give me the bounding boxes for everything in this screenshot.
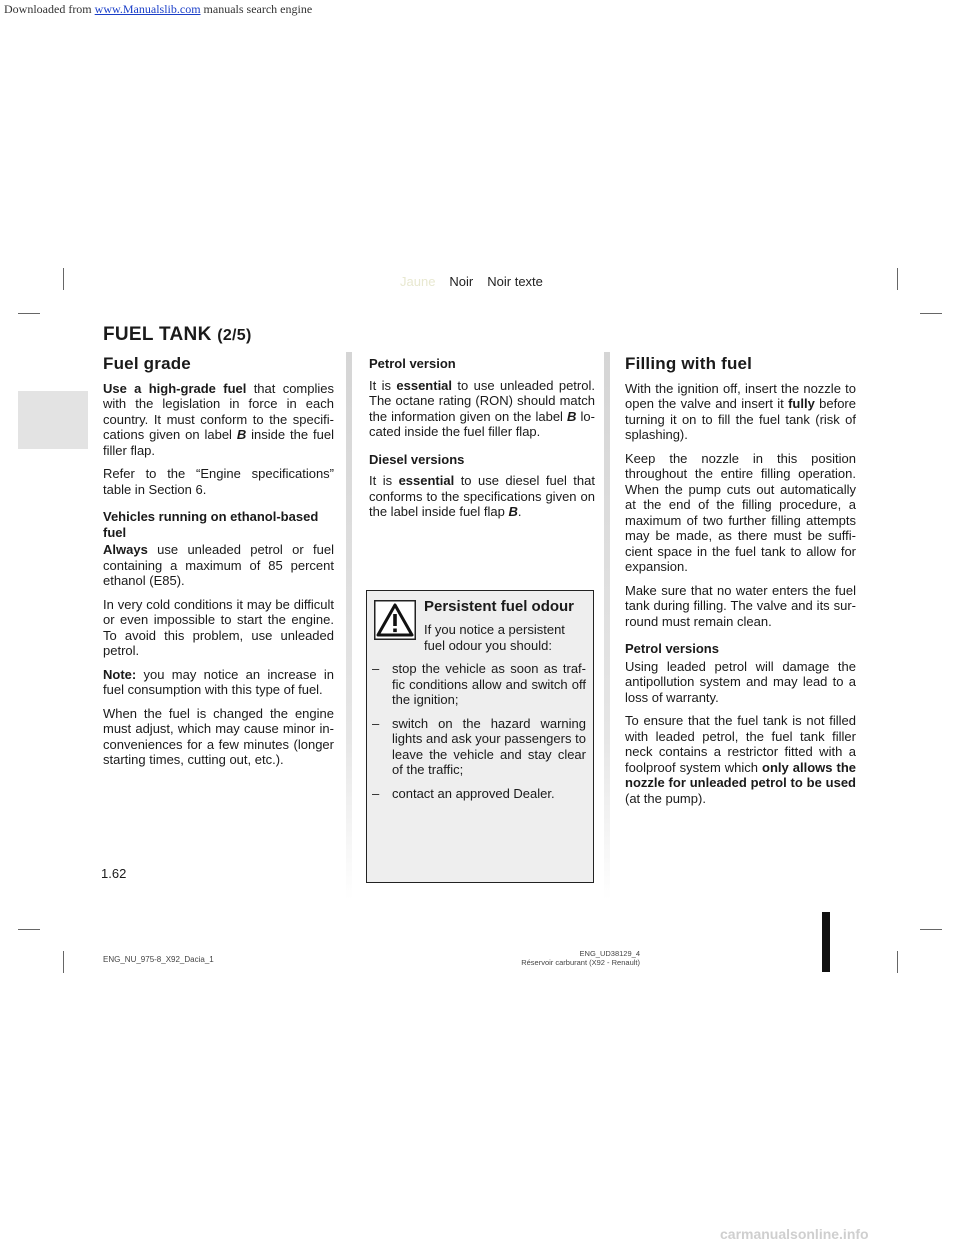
petrol-versions-heading: Petrol versions [625, 641, 719, 656]
watermark: carmanualsonline.info [720, 1226, 869, 1242]
title-sub: (2/5) [217, 327, 252, 344]
note-paragraph: Note: you may notice an increase in fuel consumption with this type of fuel. [103, 666, 334, 697]
column-filling [625, 356, 856, 814]
title-main: FUEL TANK [103, 324, 212, 345]
list-item: – stop the vehicle as soon as traf-fic conditions allow and switch off the ignition; [372, 661, 586, 707]
manualslib-link[interactable]: www.Manualslib.com [94, 2, 201, 16]
color-registration [400, 274, 557, 289]
page-title [103, 324, 252, 346]
crop-mark [63, 951, 64, 973]
footer-left-code: ENG_NU_975-8_X92_Dacia_1 [103, 955, 214, 964]
reg-noir-texte: Noir texte [487, 274, 543, 289]
diesel-version-paragraph: It is essential to use diesel fuel that conforms to the specifications given on the label inside fuel flap B. [369, 473, 595, 519]
crop-mark [920, 929, 942, 930]
list-item: – switch on the hazard warning lights and ask your passengers to leave the vehicle and stay clear of the traffic; [372, 715, 586, 777]
warning-title: Persistent fuel odour [424, 598, 575, 615]
banner-prefix: Downloaded from [4, 2, 95, 16]
crop-mark [897, 951, 898, 973]
restrictor-paragraph: To ensure that the fuel tank is not filled with leaded petrol, the fuel tank filler neck contains a restrictor fitted with a foolproof system which only allows the nozzle for unleaded petrol to be used (at the pump). [625, 713, 856, 806]
footer-right-code: ENG_UD38129_4 Réservoir carburant (X92 - Renault) [521, 949, 640, 967]
download-banner [4, 2, 312, 17]
engine-spec-paragraph: Refer to the “Engine specifications” table in Section 6. [103, 466, 334, 497]
diesel-version-heading: Diesel versions [369, 451, 465, 467]
crop-mark [897, 268, 898, 290]
banner-suffix: manuals search engine [200, 2, 313, 16]
warning-intro: If you notice a persistent fuel odour you should: [424, 622, 565, 653]
column-separator [604, 352, 610, 900]
filling-heading: Filling with fuel [625, 354, 753, 373]
crop-mark [63, 268, 64, 290]
ignition-paragraph: With the ignition off, insert the nozzle to open the valve and insert it fully before turning it on to fill the fuel tank (risk of splashing). [625, 380, 856, 442]
warning-triangle-icon [374, 600, 416, 640]
fuel-change-paragraph: When the fuel is changed the engine must adjust, which may cause minor in-conveniences for a few minutes (longer starting times, cutting out, etc.). [103, 705, 334, 767]
nozzle-paragraph: Keep the nozzle in this position throughout the entire filling operation. When the pump cuts out automatically at the end of the filling procedure, a maximum of two further filling attempts may be made, as there must be suffi-cient space in the fuel tank to allow for expansion. [625, 450, 856, 574]
leaded-petrol-paragraph: Using leaded petrol will damage the antipollution system and may lead to a loss of warranty. [625, 658, 856, 705]
ethanol-heading: Vehicles running on ethanol-based fuel [103, 509, 319, 540]
water-paragraph: Make sure that no water enters the fuel tank during filling. The valve and its sur-round must remain clean. [625, 582, 856, 629]
ethanol-paragraph: Always use unleaded petrol or fuel containing a maximum of 85 percent ethanol (E85). [103, 542, 334, 588]
list-item: – contact an approved Dealer. [372, 785, 555, 801]
column-separator [346, 352, 352, 900]
fuel-grade-paragraph: Use a high-grade fuel that complies with the legislation in force in each country. It must conform to the specifi-cations given on label B inside the fuel filler flap. [103, 380, 334, 458]
column-fuel-grade [103, 356, 334, 776]
petrol-version-heading: Petrol version [369, 356, 456, 371]
reg-jaune: Jaune [400, 274, 436, 289]
thumb-index-bar [822, 912, 830, 972]
crop-mark [18, 313, 40, 314]
warning-list [372, 661, 586, 809]
page-number: 1.62 [101, 866, 127, 881]
section-tab [18, 391, 88, 449]
crop-mark [18, 929, 40, 930]
petrol-version-paragraph: It is essential to use unleaded petrol. The octane rating (RON) should match the information given on the label B lo-cated inside the fuel filler flap. [369, 377, 595, 439]
crop-mark [920, 313, 942, 314]
reg-noir: Noir [449, 274, 474, 289]
fuel-grade-heading: Fuel grade [103, 354, 191, 373]
column-versions [369, 356, 595, 528]
cold-conditions-paragraph: In very cold conditions it may be difficult or even impossible to start the engine. To avoid this problem, use unleaded petrol. [103, 596, 334, 658]
